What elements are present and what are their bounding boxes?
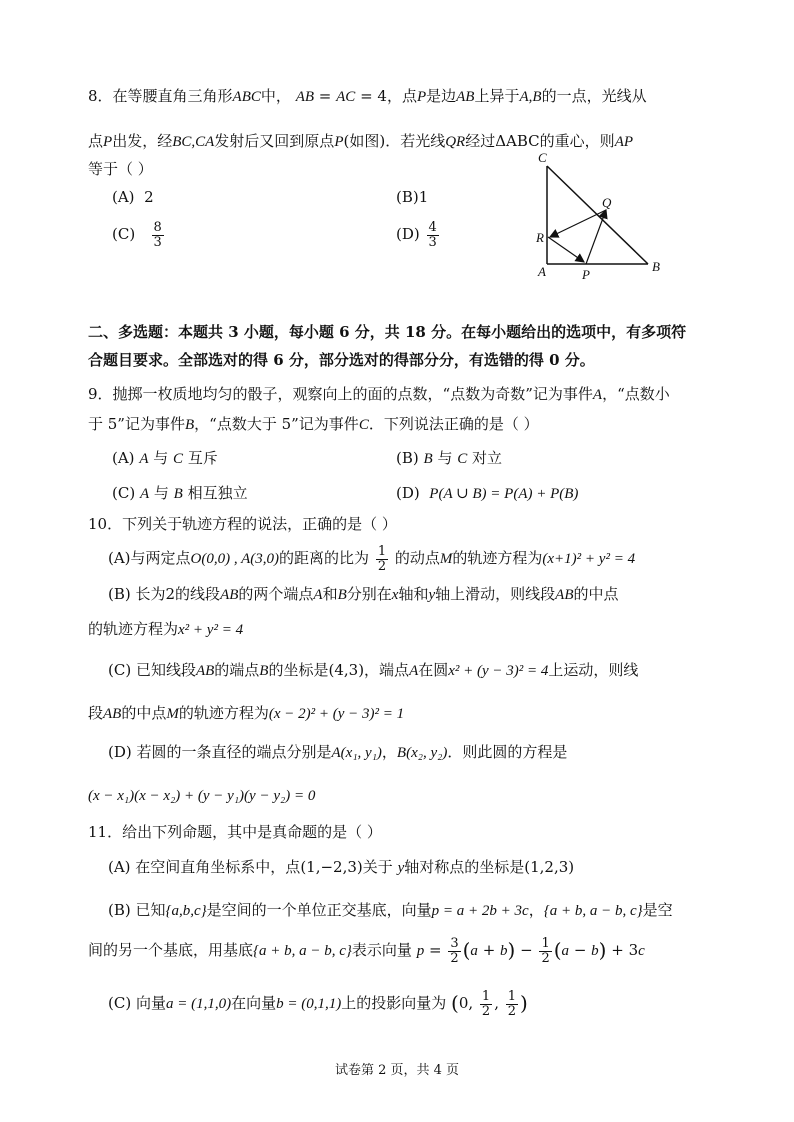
q8-option-a: (A) 2 <box>112 188 154 206</box>
q9-line-1: 9．抛掷一枚质地均匀的骰子，观察向上的面的点数，“点数为奇数”记为事件A，“点数小 <box>88 385 670 403</box>
q9-option-a: (A) A 与 C 互斥 <box>112 449 218 467</box>
q11-stem: 11．给出下列命题，其中是真命题的是（ ） <box>88 823 382 841</box>
label-r: R <box>536 230 544 245</box>
q9-option-b: (B) B 与 C 对立 <box>396 449 503 467</box>
label-a: A <box>538 264 546 279</box>
q11-option-a: (A) 在空间直角坐标系中，点(1,−2,3)关于 y轴对称点的坐标是(1,2,3) <box>108 858 575 876</box>
section2-heading-line1: 二、多选题：本题共 3 小题，每小题 6 分，共 18 分。在每小题给出的选项中，有多项符 <box>88 323 687 341</box>
q8-option-d: (D) $\frac{4}{3}$ <box>396 219 437 250</box>
q11-option-b-line1: (B) 已知{a,b,c}是空间的一个单位正交基底，向量p = a + 2b + 3c，{a + b, a − b, c}是空 <box>108 901 673 919</box>
q8-option-c: (C) $\frac{8}{3}$ <box>112 219 162 250</box>
section2-heading-line2: 合题目要求。全部选对的得 6 分，部分选对的得部分分，有选错的得 0 分。 <box>88 351 595 369</box>
q10-option-c-line2: 段AB的中点M的轨迹方程为(x − 2)² + (y − 3)² = 1 <box>88 704 405 722</box>
label-p: P <box>582 267 590 282</box>
q8-line-2: 点P出发，经BC,CA发射后又回到原点P(如图)．若光线QR经过ΔABC的重心，则AP <box>88 132 634 150</box>
q11-option-c: (C) 向量a = (1,1,0)在向量b = (0,1,1)上的投影向量为 (0, $\frac{1}{2}$ , $\frac{1}{2}$ ) <box>108 988 528 1019</box>
q8-line-1: 8．在等腰直角三角形ABC中， AB = AC = 4，点P是边AB上异于A,B的一点，光线从 <box>88 87 647 105</box>
q8-stem-end: 等于（ ） <box>88 160 153 178</box>
label-c: C <box>538 150 547 165</box>
q9-line-2: 于 5”记为事件B，“点数大于 5”记为事件C．下列说法正确的是（ ） <box>88 415 539 433</box>
ray-rp <box>548 237 584 262</box>
q8-option-b: (B)1 <box>396 188 429 206</box>
q11-option-b-line2: 间的另一个基底，用基底{a + b, a − b, c}表示向量 p = $\frac{3}{2}$ (a + b) − $\frac{1}{2}$ (a − b) + 3c <box>88 935 645 966</box>
page-footer: 试卷第 2 页，共 4 页 <box>334 1063 460 1078</box>
triangle-figure <box>530 148 680 283</box>
q10-stem: 10．下列关于轨迹方程的说法，正确的是（ ） <box>88 515 397 533</box>
label-b: B <box>652 259 660 274</box>
q10-option-d-line2: (x − x₁)(x − x₂) + (y − y₁)(y − y₂) = 0 <box>88 788 316 804</box>
triangle-side-bc <box>547 166 648 264</box>
q10-option-c-line1: (C) 已知线段AB的端点B的坐标是(4,3)，端点A在圆x² + (y − 3)² = 4上运动，则线 <box>108 661 639 679</box>
q9-option-d: (D) P(A ∪ B) = P(A) + P(B) <box>396 484 579 502</box>
q10-option-b-line2: 的轨迹方程为x² + y² = 4 <box>88 620 244 638</box>
q10-option-a: (A)与两定点O(0,0) , A(3,0)的距离的比为 $\frac{1}{2}$ 的动点M的轨迹方程为(x+1)² + y² = 4 <box>108 543 636 574</box>
q10-option-b-line1: (B) 长为2的线段AB的两个端点A和B分别在x轴和y轴上滑动，则线段AB的中点 <box>108 585 619 603</box>
label-q: Q <box>602 195 612 210</box>
q10-option-d-line1: (D) 若圆的一条直径的端点分别是A(x₁, y₁)，B(x₂, y₂)．则此圆的方程是 <box>108 743 568 761</box>
q9-option-c: (C) A 与 B 相互独立 <box>112 484 248 502</box>
